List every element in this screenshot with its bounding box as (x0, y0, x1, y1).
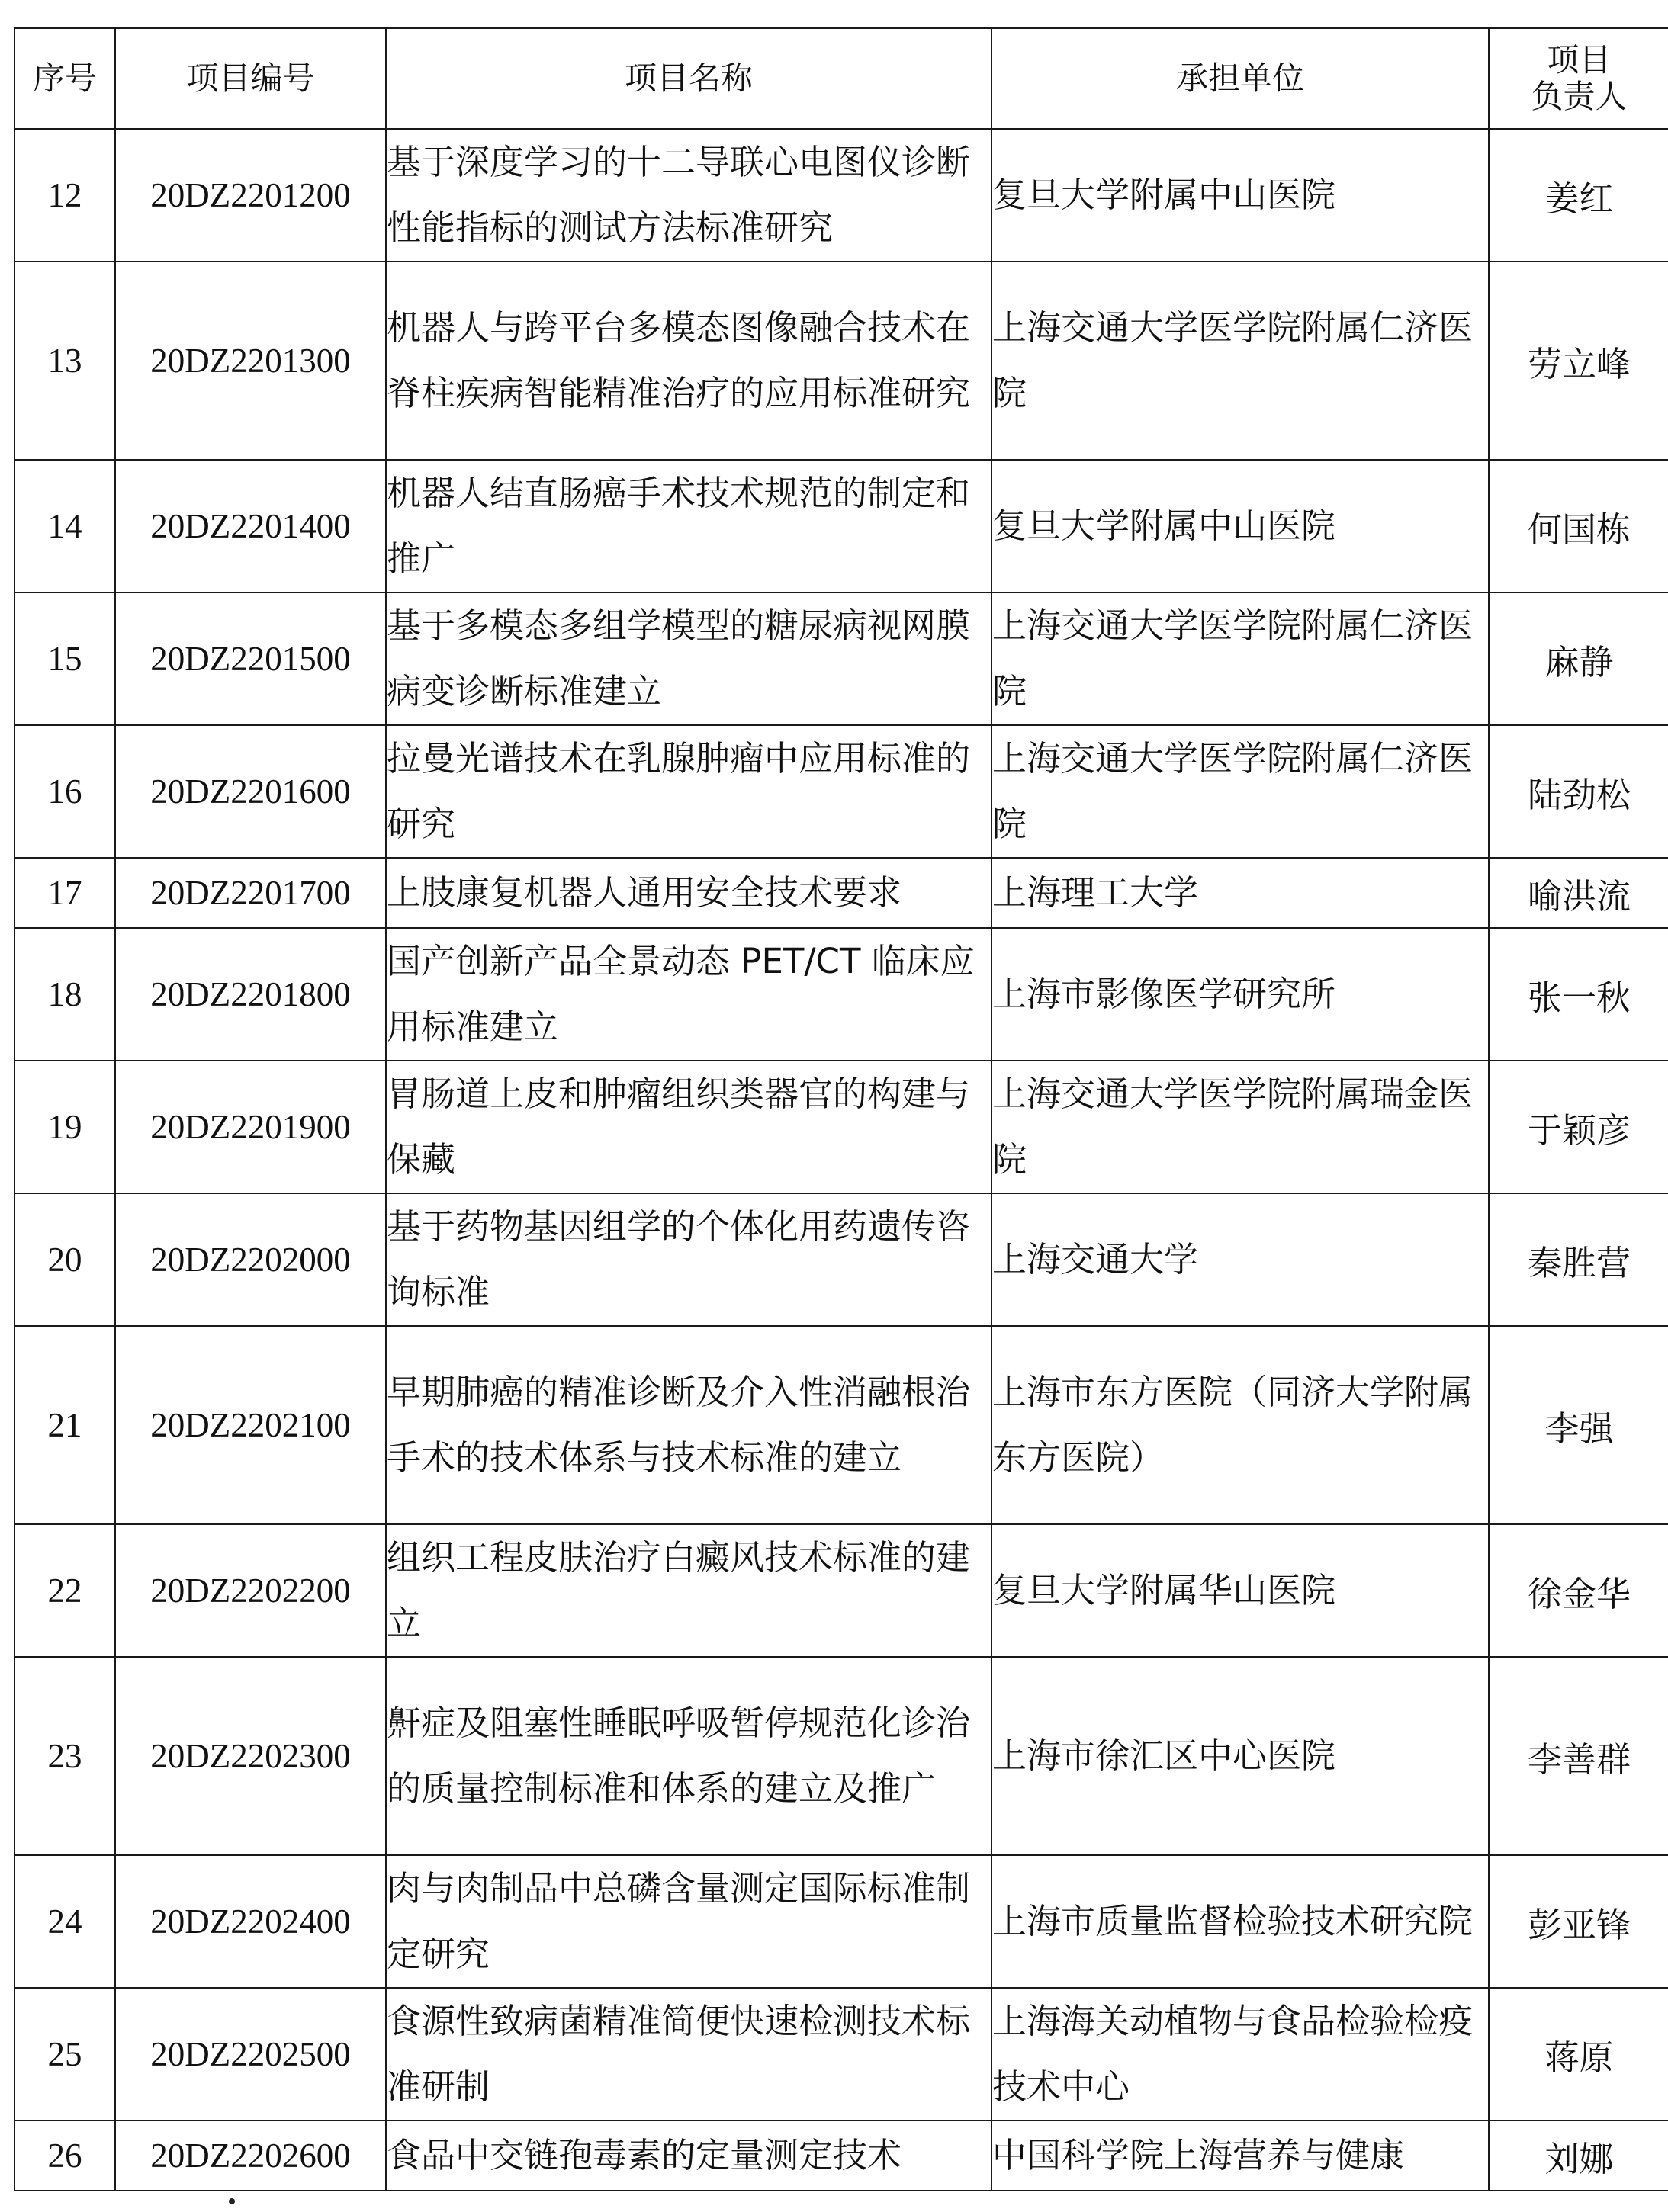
header-project-lead (1489, 28, 1668, 129)
row-project-lead: 麻静 (1489, 592, 1668, 725)
row-index: 22 (14, 1524, 115, 1657)
project-table-page (14, 27, 1668, 2191)
row-project-code: 20DZ2202400 (115, 1855, 386, 1988)
row-index: 21 (14, 1326, 115, 1524)
table-row (14, 1524, 1668, 1657)
row-project-code: 20DZ2202600 (115, 2121, 386, 2191)
row-project-code: 20DZ2201200 (115, 129, 386, 262)
header-project-lead-line1: 项目 (1547, 41, 1612, 79)
table-row (14, 129, 1668, 262)
row-index: 18 (14, 928, 115, 1061)
row-organization: 上海市影像医学研究所 (991, 928, 1489, 1061)
row-project-lead: 蒋原 (1489, 1988, 1668, 2121)
row-organization: 上海市徐汇区中心医院 (991, 1657, 1489, 1855)
row-organization: 上海市东方医院（同济大学附属东方医院） (991, 1326, 1489, 1524)
row-project-name: 胃肠道上皮和肿瘤组织类器官的构建与保藏 (386, 1061, 991, 1193)
table-row (14, 1193, 1668, 1326)
row-organization: 上海交通大学医学院附属仁济医院 (991, 262, 1489, 460)
row-project-lead: 彭亚锋 (1489, 1855, 1668, 1988)
table-row (14, 1988, 1668, 2121)
row-project-name: 食源性致病菌精准简便快速检测技术标准研制 (386, 1988, 991, 2121)
row-project-name: 国产创新产品全景动态 PET/CT 临床应用标准建立 (386, 928, 991, 1061)
row-index: 14 (14, 460, 115, 592)
row-project-lead: 劳立峰 (1489, 262, 1668, 460)
row-organization: 复旦大学附属中山医院 (991, 460, 1489, 592)
header-project-code: 项目编号 (115, 28, 386, 129)
row-project-code: 20DZ2202100 (115, 1326, 386, 1524)
row-index: 13 (14, 262, 115, 460)
table-row (14, 592, 1668, 725)
row-index: 12 (14, 129, 115, 262)
row-index: 17 (14, 858, 115, 928)
row-index: 25 (14, 1988, 115, 2121)
row-project-code: 20DZ2201300 (115, 262, 386, 460)
table-row (14, 1061, 1668, 1193)
row-project-code: 20DZ2201500 (115, 592, 386, 725)
row-organization: 上海交通大学医学院附属仁济医院 (991, 725, 1489, 858)
row-organization: 中国科学院上海营养与健康 (991, 2121, 1489, 2191)
row-project-lead: 喻洪流 (1489, 858, 1668, 928)
table-row (14, 1657, 1668, 1855)
row-project-lead: 李善群 (1489, 1657, 1668, 1855)
header-index: 序号 (14, 28, 115, 129)
row-project-code: 20DZ2202300 (115, 1657, 386, 1855)
row-organization: 上海交通大学医学院附属瑞金医院 (991, 1061, 1489, 1193)
row-project-name: 基于药物基因组学的个体化用药遗传咨询标准 (386, 1193, 991, 1326)
row-index: 16 (14, 725, 115, 858)
row-organization: 上海理工大学 (991, 858, 1489, 928)
row-project-name: 鼾症及阻塞性睡眠呼吸暂停规范化诊治的质量控制标准和体系的建立及推广 (386, 1657, 991, 1855)
row-project-name: 早期肺癌的精准诊断及介入性消融根治手术的技术体系与技术标准的建立 (386, 1326, 991, 1524)
header-project-lead-line2: 负责人 (1531, 78, 1628, 115)
row-project-code: 20DZ2202500 (115, 1988, 386, 2121)
row-organization: 上海市质量监督检验技术研究院 (991, 1855, 1489, 1988)
row-index: 15 (14, 592, 115, 725)
row-organization: 上海交通大学医学院附属仁济医院 (991, 592, 1489, 725)
row-project-code: 20DZ2202200 (115, 1524, 386, 1657)
row-project-lead: 于颖彦 (1489, 1061, 1668, 1193)
table-row (14, 262, 1668, 460)
row-index: 20 (14, 1193, 115, 1326)
header-project-name: 项目名称 (386, 28, 991, 129)
row-project-lead: 秦胜营 (1489, 1193, 1668, 1326)
row-index: 24 (14, 1855, 115, 1988)
row-project-name: 机器人结直肠癌手术技术规范的制定和推广 (386, 460, 991, 592)
row-project-lead: 姜红 (1489, 129, 1668, 262)
row-project-lead: 李强 (1489, 1326, 1668, 1524)
row-organization: 复旦大学附属中山医院 (991, 129, 1489, 262)
page-footer-mark (229, 2198, 235, 2204)
table-header-row (14, 28, 1668, 129)
row-organization: 上海交通大学 (991, 1193, 1489, 1326)
row-organization: 上海海关动植物与食品检验检疫技术中心 (991, 1988, 1489, 2121)
row-organization: 复旦大学附属华山医院 (991, 1524, 1489, 1657)
table-row (14, 725, 1668, 858)
row-project-name: 肉与肉制品中总磷含量测定国际标准制定研究 (386, 1855, 991, 1988)
table-row (14, 928, 1668, 1061)
table-row (14, 858, 1668, 928)
row-project-name: 组织工程皮肤治疗白癜风技术标准的建立 (386, 1524, 991, 1657)
row-index: 26 (14, 2121, 115, 2191)
row-project-name: 食品中交链孢毒素的定量测定技术 (386, 2121, 991, 2191)
header-organization: 承担单位 (991, 28, 1489, 129)
row-project-name: 基于多模态多组学模型的糖尿病视网膜病变诊断标准建立 (386, 592, 991, 725)
table-row (14, 1855, 1668, 1988)
table-row (14, 460, 1668, 592)
row-project-name: 机器人与跨平台多模态图像融合技术在脊柱疾病智能精准治疗的应用标准研究 (386, 262, 991, 460)
row-project-lead: 何国栋 (1489, 460, 1668, 592)
row-project-lead: 刘娜 (1489, 2121, 1668, 2191)
table-row (14, 1326, 1668, 1524)
row-project-code: 20DZ2201900 (115, 1061, 386, 1193)
row-project-lead: 张一秋 (1489, 928, 1668, 1061)
project-table (14, 27, 1668, 2191)
row-index: 23 (14, 1657, 115, 1855)
row-index: 19 (14, 1061, 115, 1193)
row-project-name: 基于深度学习的十二导联心电图仪诊断性能指标的测试方法标准研究 (386, 129, 991, 262)
row-project-code: 20DZ2201600 (115, 725, 386, 858)
row-project-code: 20DZ2201400 (115, 460, 386, 592)
row-project-code: 20DZ2201700 (115, 858, 386, 928)
row-project-code: 20DZ2201800 (115, 928, 386, 1061)
row-project-lead: 徐金华 (1489, 1524, 1668, 1657)
table-row (14, 2121, 1668, 2191)
row-project-name: 拉曼光谱技术在乳腺肿瘤中应用标准的研究 (386, 725, 991, 858)
row-project-name: 上肢康复机器人通用安全技术要求 (386, 858, 991, 928)
row-project-code: 20DZ2202000 (115, 1193, 386, 1326)
row-project-lead: 陆劲松 (1489, 725, 1668, 858)
